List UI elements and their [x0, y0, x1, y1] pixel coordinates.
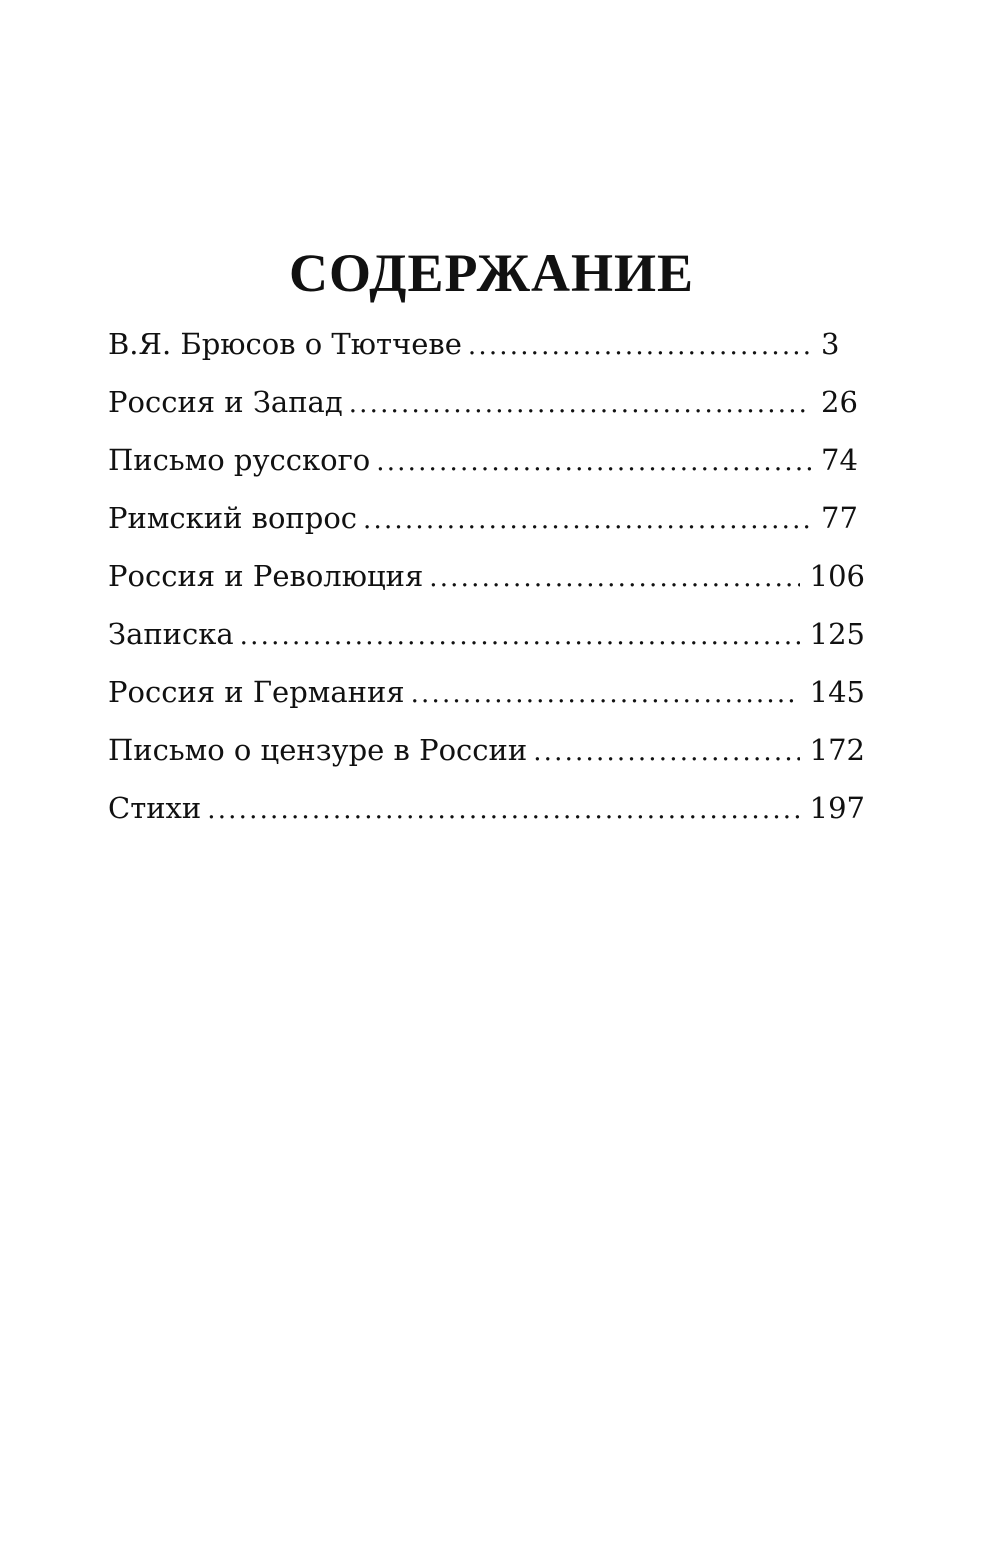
toc-entry-title: В.Я. Брюсов о Тютчеве: [108, 327, 462, 361]
toc-entry-roman-question[interactable]: [108, 496, 865, 554]
toc-leader-dots: [411, 672, 800, 716]
toc-entry-page: 197: [809, 791, 865, 825]
toc-entry-bryusov[interactable]: [108, 322, 865, 380]
toc-leader-dots: [363, 498, 811, 542]
toc-entry-russia-germany[interactable]: [108, 670, 865, 728]
toc-leader-dots: [376, 440, 811, 484]
toc-entry-page: 26: [821, 385, 858, 419]
toc-entry-title: Записка: [108, 617, 234, 651]
toc-entry-russia-west[interactable]: [108, 380, 865, 438]
toc-entry-title: Россия и Революция: [108, 559, 424, 593]
toc-entry-page: 3: [821, 327, 840, 361]
toc-leader-dots: [468, 324, 811, 368]
toc-entry-russia-revolution[interactable]: [108, 554, 865, 612]
toc-leader-dots: [429, 556, 799, 600]
toc-entry-page: 172: [809, 733, 865, 767]
toc-entry-poems[interactable]: [108, 786, 865, 844]
toc-entry-page: 125: [809, 617, 865, 651]
toc-entry-letter-russian[interactable]: [108, 438, 865, 496]
toc-leader-dots: [533, 730, 799, 774]
toc-entry-page: 145: [809, 675, 865, 709]
toc-entry-title: Россия и Запад: [108, 385, 343, 419]
toc-entry-memo[interactable]: [108, 612, 865, 670]
toc-entry-title: Римский вопрос: [108, 501, 358, 535]
page-title: СОДЕРЖАНИЕ: [289, 243, 694, 304]
toc-leader-dots: [240, 614, 800, 658]
toc-entry-page: 106: [809, 559, 865, 593]
toc-leader-dots: [207, 788, 799, 832]
toc-entry-title: Россия и Германия: [108, 675, 405, 709]
toc-entry-title: Письмо русского: [108, 443, 371, 477]
toc-entry-title: Письмо о цензуре в России: [108, 733, 528, 767]
toc-leader-dots: [349, 382, 811, 426]
toc-entry-page: 77: [821, 501, 858, 535]
toc-entry-page: 74: [821, 443, 858, 477]
table-of-contents: [108, 322, 865, 844]
toc-entry-censorship-letter[interactable]: [108, 728, 865, 786]
toc-entry-title: Стихи: [108, 791, 202, 825]
